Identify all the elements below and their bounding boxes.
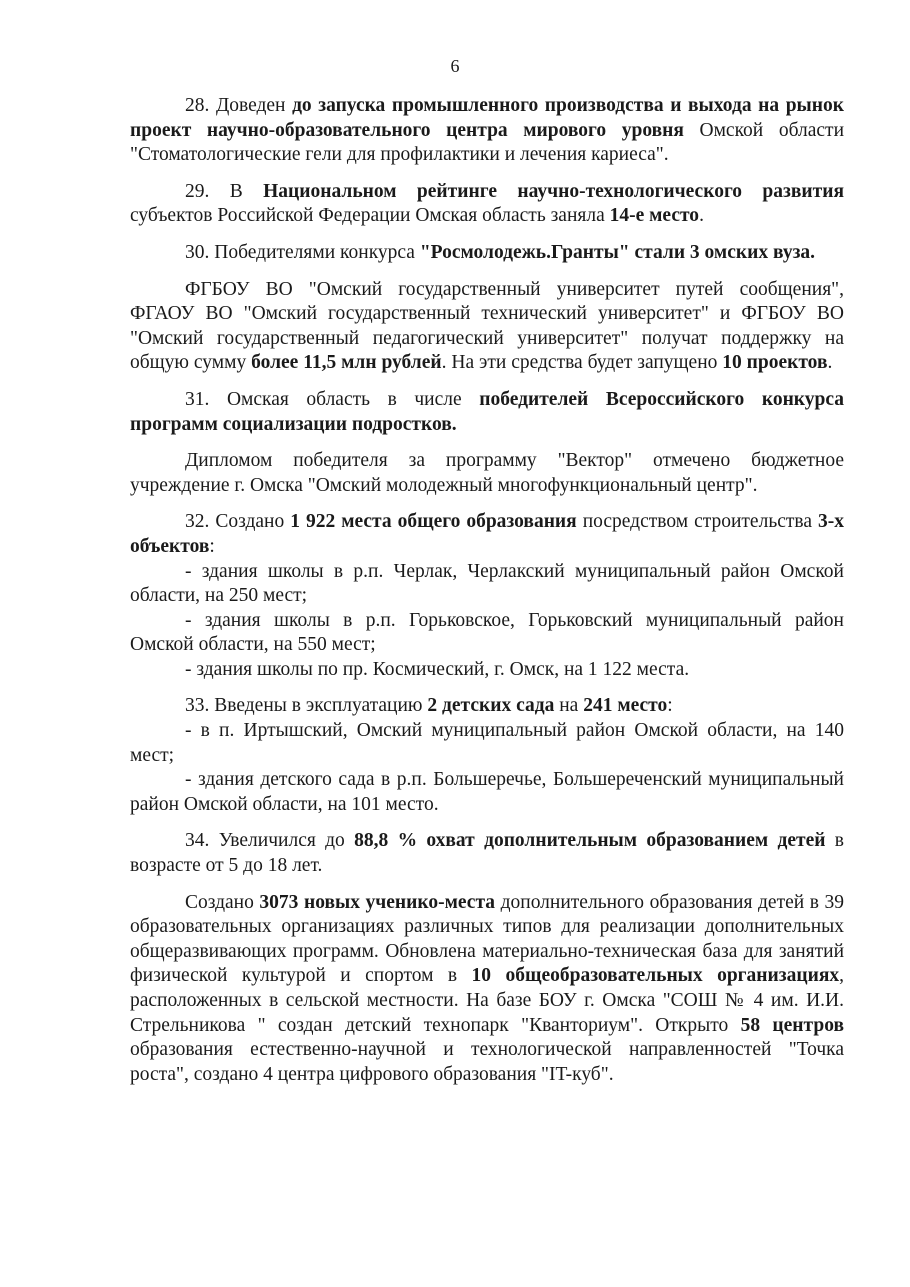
bold-text: победителей Всероссийского конкурса программ социализации подростков.	[130, 388, 845, 435]
paragraph	[130, 278, 844, 376]
bold-text: Национальном рейтинге научно-технологического развития	[263, 180, 844, 202]
text-run: субъектов Российской Федерации Омская область заняла	[130, 205, 610, 227]
bold-text: 1 922 места общего образования	[290, 511, 577, 533]
text-run: - здания детского сада в р.п. Большеречье, Большереченский муниципальный район Омской области, на 101 место.	[130, 769, 844, 815]
paragraph	[130, 510, 844, 559]
text-run: Создано	[185, 891, 260, 913]
paragraph	[130, 719, 844, 768]
text-run: образования естественно-научной и технологической направленностей "Точка роста", создано 4 центра цифрового образования "IT-куб".	[130, 1039, 844, 1085]
paragraph	[130, 94, 844, 168]
text-run: 30. Победителями конкурса	[185, 241, 420, 263]
text-run: :	[209, 535, 215, 557]
paragraph	[130, 388, 844, 437]
text-run: посредством строительства	[576, 511, 818, 533]
text-run: Омской области "Стоматологические гели для профилактики и лечения кариеса".	[130, 119, 844, 166]
text-run: - в п. Иртышский, Омский муниципальный район Омской области, на 140 мест;	[130, 720, 844, 766]
text-run: на	[554, 695, 584, 717]
bold-text: 10 проектов	[722, 352, 828, 374]
text-run: , расположенных в сельской местности. На базе БОУ г. Омска "СОШ № 4 им. И.И. Стрельникова " создан детский технопарк "Кванториум". Открыто	[130, 965, 844, 1036]
bold-text: 2 детских сада	[427, 695, 555, 717]
bold-text: 3-х объектов	[130, 511, 844, 557]
text-run: - здания школы в р.п. Черлак, Черлакский муниципальный район Омской области, на 250 мест;	[130, 560, 844, 607]
paragraph	[130, 768, 844, 817]
bold-text: более 11,5 млн рублей	[251, 352, 442, 374]
bold-text: 58 центров	[740, 1014, 844, 1036]
text-run: Дипломом победителя за программу "Вектор" отмечено бюджетное учреждение г. Омска "Омский молодежный многофункциональный центр".	[130, 450, 844, 496]
text-run: - здания школы в р.п. Горьковское, Горьковский муниципальный район Омской области, на 550 мест;	[130, 609, 844, 656]
text-run: 34. Увеличился до	[185, 830, 355, 852]
bold-text: до запуска промышленного производства и выхода на рынок проект научно-образовательного центра мирового уровня	[130, 95, 844, 141]
text-run: 28. Доведен	[185, 95, 293, 116]
paragraph	[130, 560, 844, 609]
paragraph	[130, 658, 844, 683]
paragraph	[130, 829, 844, 878]
paragraph	[130, 891, 844, 1088]
bold-text: 10 общеобразовательных организациях	[471, 965, 840, 987]
page-number: 6	[450, 56, 460, 76]
paragraph	[130, 241, 844, 266]
paragraph	[130, 180, 844, 229]
document-body	[130, 94, 844, 1099]
bold-text: 241 место	[583, 695, 668, 717]
text-run: 32. Создано	[185, 511, 291, 533]
text-run: дополнительного образования детей в 39 образовательных организациях различных типов для реализации дополнительных общеразвивающих программ. Обновлена материально-техническая база для занятий физической культурой и спортом в	[130, 891, 844, 987]
text-run: .	[827, 352, 833, 374]
bold-text: 3073 новых ученико-места	[259, 891, 496, 913]
bold-text: 88,8 % охват дополнительным образованием детей	[354, 830, 826, 852]
text-run: ФГБОУ ВО "Омский государственный университет путей сообщения", ФГАОУ ВО "Омский государственный технический университет" и ФГБОУ ВО "Омский государственный педагогический университет" получат поддержку на общую сумму	[130, 278, 844, 374]
text-run: 31. Омская область в числе	[185, 388, 480, 410]
text-run: . На эти средства будет запущено	[441, 352, 723, 374]
bold-text: "Росмолодежь.Гранты" стали 3 омских вуза.	[419, 241, 816, 263]
bold-text: 14-е место	[609, 205, 700, 227]
paragraph	[130, 694, 844, 719]
paragraph	[130, 609, 844, 658]
text-run: :	[667, 695, 673, 717]
text-run: - здания школы по пр. Космический, г. Омск, на 1 122 места.	[185, 658, 690, 680]
text-run: 29. В	[185, 180, 264, 202]
text-run: .	[699, 205, 704, 227]
text-run: в возрасте от 5 до 18 лет.	[130, 830, 844, 877]
paragraph	[130, 449, 844, 498]
text-run: 33. Введены в эксплуатацию	[185, 695, 428, 717]
